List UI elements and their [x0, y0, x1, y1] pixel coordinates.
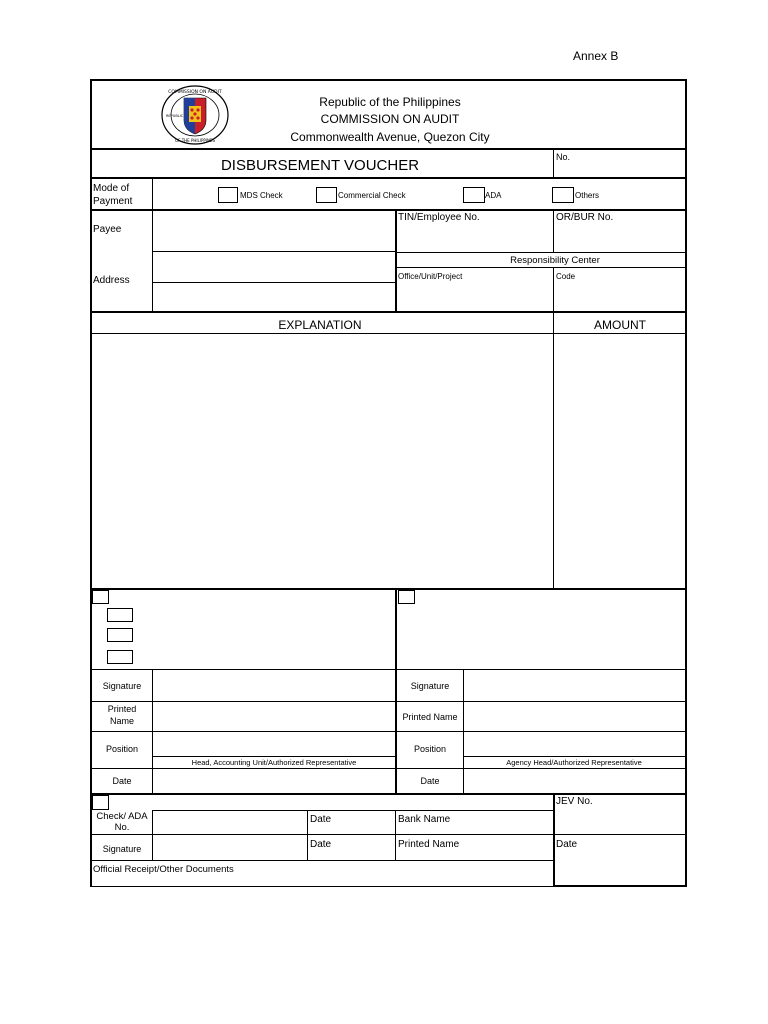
no-label: No.	[556, 152, 571, 162]
frame-bottom-left	[90, 886, 554, 887]
signature-row-top	[90, 834, 553, 835]
bottom-bank-divider	[395, 810, 396, 860]
frame-right	[685, 79, 687, 887]
right-date-label: Date	[420, 776, 440, 786]
box-c-checkbox[interactable]	[398, 590, 415, 604]
title-row-top	[90, 148, 687, 150]
left-printed-name-label: Printed Name	[107, 704, 137, 726]
position-row-top	[90, 731, 686, 732]
code-divider	[553, 267, 554, 312]
date-row-top	[90, 768, 686, 769]
frame-bottom-right	[553, 885, 687, 887]
mds-check-label: MDS Check	[240, 191, 283, 200]
jev-no-label: JEV No.	[556, 796, 593, 807]
official-receipt-label: Official Receipt/Other Documents	[93, 864, 234, 875]
commercial-check-checkbox[interactable]	[316, 187, 337, 203]
jev-divider	[553, 793, 555, 887]
others-checkbox[interactable]	[552, 187, 574, 203]
label-col-divider-1	[152, 209, 153, 312]
left-date-label: Date	[112, 776, 132, 786]
check-ada-label: Check/ ADA No.	[96, 811, 148, 833]
box-a-checkbox[interactable]	[92, 590, 109, 604]
check-row-top	[152, 810, 553, 811]
header-line3: Commonwealth Avenue, Quezon City	[290, 130, 490, 144]
office-label: Office/Unit/Project	[398, 272, 463, 281]
header-line1: Republic of the Philippines	[319, 95, 461, 109]
explanation-area[interactable]	[92, 334, 552, 587]
sig-row-top	[90, 669, 686, 670]
cert-checkbox-3[interactable]	[107, 650, 133, 664]
payee-label: Payee	[93, 224, 122, 235]
header-line2: COMMISSION ON AUDIT	[320, 112, 460, 126]
ada-label: ADA	[485, 191, 502, 200]
explanation-header: EXPLANATION	[278, 318, 362, 332]
caption-row-top-right	[463, 756, 686, 757]
bottom-label-divider	[152, 810, 153, 860]
receipt-row-top	[90, 860, 553, 861]
caption-row-top	[152, 756, 396, 757]
left-signature-label: Signature	[102, 681, 142, 691]
commercial-check-label: Commercial Check	[338, 191, 406, 200]
left-sig-label-divider	[152, 669, 153, 794]
amount-header: AMOUNT	[594, 318, 646, 332]
jev-date-label: Date	[556, 839, 578, 850]
seal-top-text: COMMISSION ON AUDIT	[168, 90, 222, 95]
bottom-date-divider	[307, 810, 308, 860]
payee-field-line	[152, 251, 397, 252]
address-label: Address	[93, 275, 130, 286]
orbur-divider	[553, 209, 554, 252]
jev-date-top	[553, 834, 686, 835]
orbur-label: OR/BUR No.	[556, 212, 614, 223]
payee-row-top	[90, 209, 687, 211]
mds-check-checkbox[interactable]	[218, 187, 238, 203]
cert-checkbox-1[interactable]	[107, 608, 133, 622]
frame-top	[90, 79, 687, 81]
bottom-signature-label: Signature	[102, 844, 142, 854]
bottom-printed-name-label: Printed Name	[398, 839, 460, 850]
left-position-label: Position	[105, 744, 139, 754]
resp-center-bottom	[395, 267, 686, 268]
seal-left-text: REPUBLIC	[166, 114, 184, 118]
explanation-row-top	[90, 311, 687, 313]
ada-checkbox[interactable]	[463, 187, 485, 203]
right-signature-label: Signature	[410, 681, 450, 691]
left-position-caption: Head, Accounting Unit/Authorized Representative	[191, 758, 357, 767]
seal-bottom-text: OF THE PHILIPPINES	[174, 138, 216, 143]
annex-label: Annex B	[573, 49, 619, 63]
mode-row-top	[90, 177, 687, 179]
form-title: DISBURSEMENT VOUCHER	[220, 157, 420, 174]
responsibility-center-label: Responsibility Center	[510, 255, 600, 266]
bottom-date-label-1: Date	[310, 814, 332, 825]
bottom-section-top	[90, 793, 687, 795]
mode-label-divider	[152, 177, 153, 210]
mode-label: Mode of Payment	[93, 183, 133, 207]
right-printed-name-label: Printed Name	[402, 712, 458, 722]
code-label: Code	[556, 272, 576, 281]
right-position-label: Position	[413, 744, 447, 754]
address-field-line-1	[152, 282, 397, 283]
certification-top	[90, 588, 687, 590]
printed-row-top	[90, 701, 686, 702]
tin-label: TIN/Employee No.	[398, 212, 480, 223]
amount-area[interactable]	[554, 334, 684, 587]
bottom-date-label-2: Date	[310, 839, 332, 850]
resp-center-top	[395, 252, 686, 253]
others-label: Others	[575, 191, 600, 200]
cert-checkbox-2[interactable]	[107, 628, 133, 642]
bank-name-label: Bank Name	[398, 814, 451, 825]
right-position-caption: Agency Head/Authorized Representative	[506, 758, 642, 767]
box-e-checkbox[interactable]	[92, 795, 109, 810]
no-divider	[553, 148, 554, 178]
tin-divider	[395, 209, 397, 312]
coa-seal-icon	[160, 84, 230, 146]
right-sig-label-divider	[463, 669, 464, 794]
